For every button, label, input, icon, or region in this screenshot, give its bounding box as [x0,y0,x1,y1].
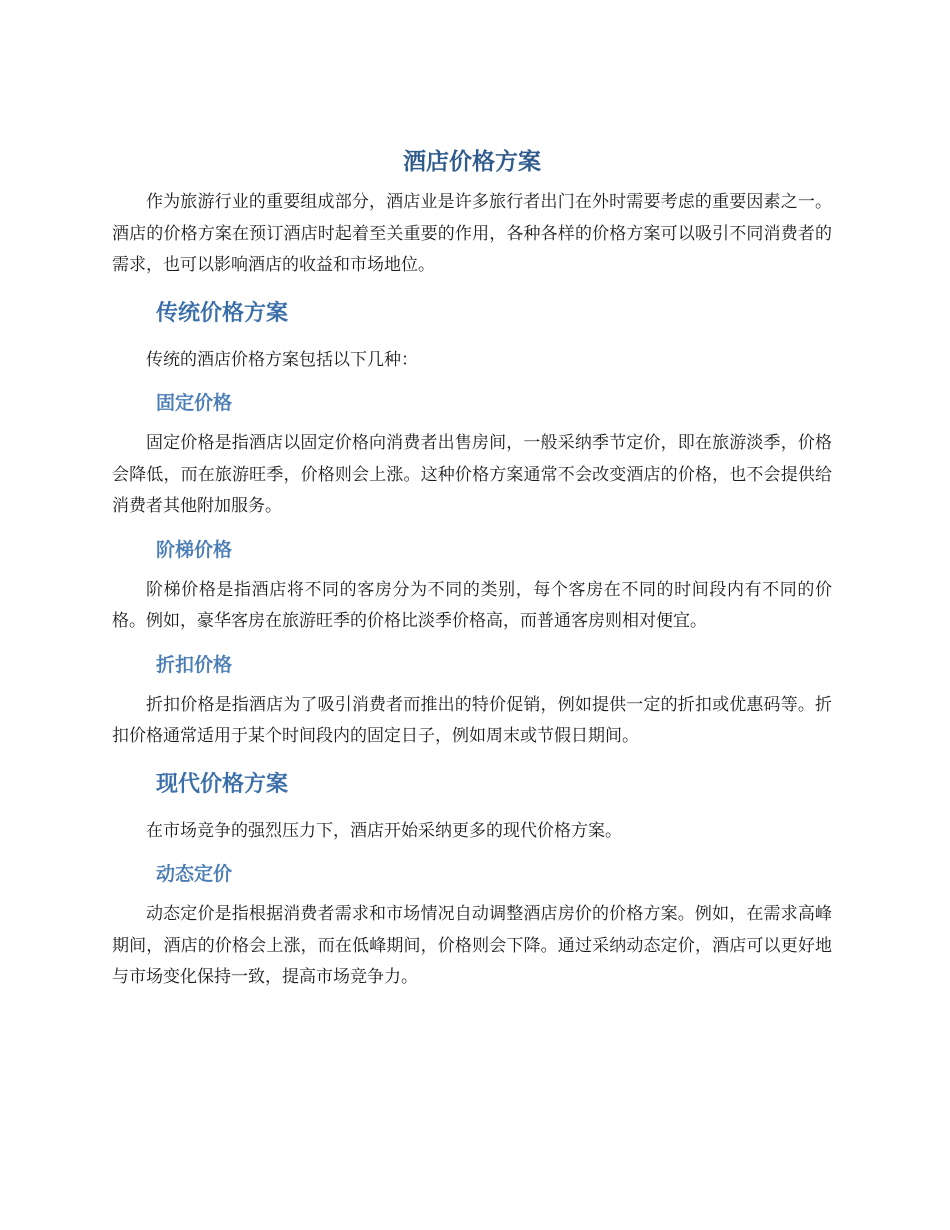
subsection-heading-tiered-price: 阶梯价格 [156,538,233,561]
subsection-heading-fixed-price: 固定价格 [156,392,233,414]
document-title: 酒店价格方案 [403,149,541,175]
subsection-text-discount-price: 折扣价格是指酒店为了吸引消费者而推出的特价促销，例如提供一定的折扣或优惠码等。折扣价格通常适用于某个时间段内的固定日子，例如周末或节假日期间。 [112,694,832,746]
section-heading-modern: 现代价格方案 [156,771,289,797]
section-lead-modern: 在市场竞争的强烈压力下，酒店开始采纳更多的现代价格方案。 [146,820,622,841]
section-heading-traditional: 传统价格方案 [156,300,289,326]
section-lead-traditional: 传统的酒店价格方案包括以下几种： [146,349,418,370]
document-body [112,145,832,994]
subsection-heading-discount-price: 折扣价格 [156,653,233,676]
subsection-text-fixed-price: 固定价格是指酒店以固定价格向消费者出售房间，一般采纳季节定价，即在旅游淡季，价格会降低，而在旅游旺季，价格则会上涨。这种价格方案通常不会改变酒店的价格，也不会提供给消费者其他附加服务。 [112,433,832,516]
subsection-heading-dynamic-pricing: 动态定价 [156,863,233,885]
subsection-text-dynamic-pricing: 动态定价是指根据消费者需求和市场情况自动调整酒店房价的价格方案。例如，在需求高峰期间，酒店的价格会上涨，而在低峰期间，价格则会下降。通过采纳动态定价，酒店可以更好地与市场变化保持一致，提高市场竞争力。 [112,904,832,987]
subsection-text-tiered-price: 阶梯价格是指酒店将不同的客房分为不同的类别，每个客房在不同的时间段内有不同的价格。例如，豪华客房在旅游旺季的价格比淡季价格高，而普通客房则相对便宜。 [112,579,832,631]
intro-paragraph: 作为旅游行业的重要组成部分，酒店业是许多旅行者出门在外时需要考虑的重要因素之一。酒店的价格方案在预订酒店时起着至关重要的作用，各种各样的价格方案可以吸引不同消费者的需求，也可以影响酒店的收益和市场地位。 [112,192,832,275]
